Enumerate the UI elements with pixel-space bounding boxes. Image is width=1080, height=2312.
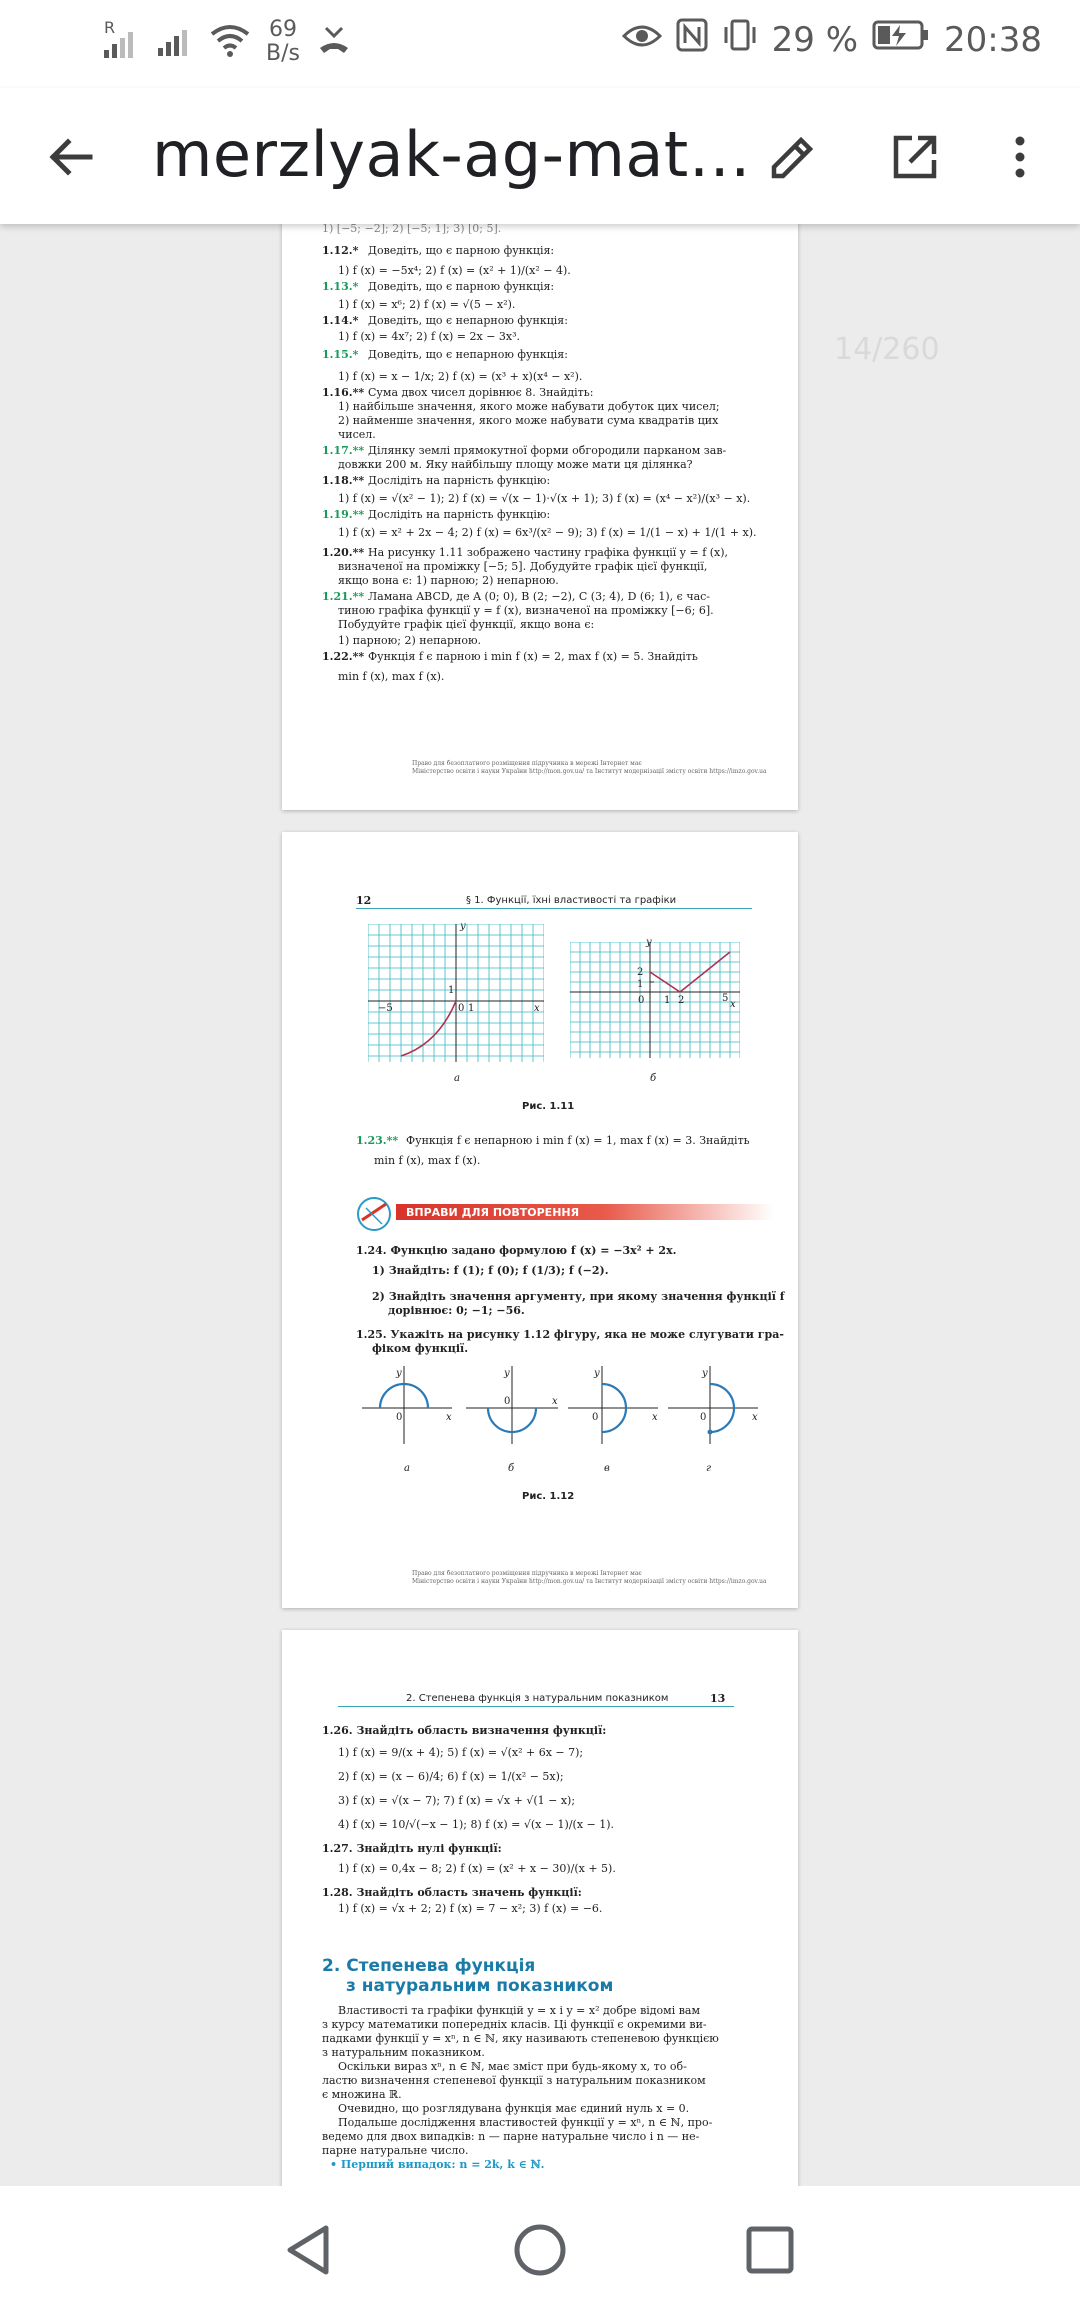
svg-text:x: x	[446, 1412, 452, 1423]
body-line: Очевидно, що розглядувана функція має єдиний нуль x = 0.	[338, 2102, 690, 2115]
page1-exercise-line: Доведіть, що є непарною функція:	[368, 314, 568, 327]
page1-exercise-line: Доведіть, що є непарною функція:	[368, 348, 568, 361]
exercise-1-24-part2: 2) Знайдіть значення аргументу, при якому значення функції f	[372, 1290, 785, 1303]
page1-exercise-line: Побудуйте графік цієї функції, якщо вона є:	[338, 618, 595, 631]
svg-text:y: y	[594, 1368, 600, 1379]
graph-b-caption: б	[650, 1073, 657, 1084]
page1-exercise-number: 1.21.**	[322, 590, 365, 603]
nfc-icon	[676, 18, 708, 61]
page1-exercise-line: min f (x), max f (x).	[338, 670, 445, 683]
graph-a-y-label: y	[460, 921, 466, 932]
cell-signal-icon-2	[154, 20, 194, 64]
page1-exercise-line: Доведіть, що є парною функція:	[368, 280, 555, 293]
vibrate-icon	[722, 18, 758, 61]
clock: 20:38	[944, 19, 1042, 60]
pdf-page-13	[282, 1630, 798, 2186]
more-vert-icon[interactable]	[990, 122, 1050, 192]
graph-b	[570, 942, 740, 1058]
page3-number: 13	[710, 1692, 726, 1705]
section-banner-title: ВПРАВИ ДЛЯ ПОВТОРЕННЯ	[406, 1206, 580, 1219]
graph-a-x-label: x	[534, 1003, 540, 1014]
triangle-back-icon[interactable]	[272, 2214, 344, 2286]
exercise-1-24-part2b: дорівнює: 0; −1; −56.	[388, 1304, 525, 1317]
page1-exercise-number: 1.12.*	[322, 244, 359, 257]
page1-exercise-number: 1.15.*	[322, 348, 359, 361]
pdf-page-11	[282, 224, 798, 810]
page3-exercise-item: 1) f (x) = 9/(x + 4); 5) f (x) = √(x² + 6x − 7);	[338, 1746, 584, 1759]
graph-a-one-x: 1	[468, 1003, 475, 1014]
page3-exercise-heading: 1.28. Знайдіть область значень функції:	[322, 1886, 582, 1899]
svg-text:y: y	[504, 1368, 510, 1379]
section-title-line2: з натуральним показником	[346, 1976, 614, 1996]
page1-exercise-line: Дослідіть на парність функцію:	[368, 508, 551, 521]
circle-home-icon[interactable]	[504, 2214, 576, 2286]
exercise-1-23-text: Функція f є непарною і min f (x) = 1, max f (x) = 3. Знайдіть	[406, 1134, 750, 1147]
battery-charging-icon	[872, 19, 930, 60]
body-line: Властивості та графіки функцій y = x і y = x² добре відомі вам	[338, 2004, 701, 2017]
page1-exercise-line: Ламана ABCD, де A (0; 0), B (2; −2), C (3; 4), D (6; 1), є час-	[368, 590, 711, 603]
status-right	[622, 18, 1042, 61]
page2-footer-2: Міністерство освіти і науки України http://mon.gov.ua/ та Інститут модернізації змісту освіти https://imzo.gov.ua	[412, 1578, 767, 1585]
page1-exercise-line: визначеної на проміжку [−5; 5]. Добудуйте графік цієї функції,	[338, 560, 708, 573]
page1-exercise-line: Сума двох чисел дорівнює 8. Знайдіть:	[368, 386, 594, 399]
page2-header-rule	[356, 908, 752, 909]
page2-footer-1: Право для безоплатного розміщення підручника в мережі Інтернет має	[412, 1570, 642, 1577]
svg-text:0: 0	[592, 1412, 599, 1423]
figure-1-12-label-g: г	[706, 1463, 712, 1474]
page1-exercise-line: Функція f є парною і min f (x) = 2, max f (x) = 5. Знайдіть	[368, 650, 698, 663]
pencil-icon[interactable]	[758, 122, 828, 192]
page1-exercise-line: 1) f (x) = x² + 2x − 4; 2) f (x) = 6x³/(x² − 9); 3) f (x) = 1/(1 − x) + 1/(1 + x).	[338, 526, 757, 539]
page1-cut-line: 1) [−5; −2]; 2) [−5; 1]; 3) [0; 5].	[322, 224, 502, 235]
status-left	[100, 18, 354, 66]
arrow-back-icon[interactable]	[36, 122, 106, 192]
figure-1-12-label-a: а	[404, 1463, 410, 1474]
exercise-1-24-part1: 1) Знайдіть: f (1); f (0); f (1/3); f (−2).	[372, 1264, 609, 1277]
page1-exercise-line: 1) f (x) = x⁶; 2) f (x) = √(5 − x²).	[338, 298, 516, 311]
figure-1-12	[362, 1366, 762, 1446]
page1-exercise-number: 1.16.**	[322, 386, 365, 399]
page1-exercise-line: Доведіть, що є парною функція:	[368, 244, 555, 257]
svg-text:0: 0	[396, 1412, 403, 1423]
page1-exercise-number: 1.14.*	[322, 314, 359, 327]
graph-b-one: 1	[637, 979, 644, 990]
page3-exercise-heading: 1.27. Знайдіть нулі функції:	[322, 1842, 502, 1855]
svg-text:x: x	[752, 1412, 758, 1423]
page1-exercise-line: 1) f (x) = −5x⁴; 2) f (x) = (x² + 1)/(x² − 4).	[338, 264, 571, 277]
open-external-icon[interactable]	[880, 122, 950, 192]
graph-a-minus-five: −5	[378, 1003, 393, 1014]
graph-a	[368, 924, 544, 1062]
svg-text:y: y	[396, 1368, 402, 1379]
page1-exercise-line: Дослідіть на парність функцію:	[368, 474, 551, 487]
page1-exercise-number: 1.22.**	[322, 650, 365, 663]
exercises-logo-icon	[352, 1194, 396, 1234]
graph-b-one-x: 1	[664, 995, 671, 1006]
status-bar	[0, 0, 1080, 88]
graph-b-zero: 0	[638, 995, 645, 1006]
page1-exercise-line: 1) найбільше значення, якого може набувати добуток цих чисел;	[338, 400, 720, 413]
section-title-line1: 2. Степенева функція	[322, 1956, 536, 1976]
page1-exercise-line: тиною графіка функції y = f (x), визначеної на проміжку [−6; 6].	[338, 604, 714, 617]
page1-exercise-number: 1.20.**	[322, 546, 365, 559]
body-line: ластю визначення степеневої функції з натуральним показником	[322, 2074, 706, 2087]
document-title: merzlyak-ag-mat…	[152, 118, 752, 191]
body-line: є множина ℝ.	[322, 2088, 402, 2101]
graph-a-one: 1	[448, 985, 455, 996]
page1-exercise-line: На рисунку 1.11 зображено частину графіка функції y = f (x),	[368, 546, 729, 559]
page1-footer-1: Право для безоплатного розміщення підручника в мережі Інтернет має	[412, 760, 642, 767]
body-line: з натуральним показником.	[322, 2046, 485, 2059]
app-bar	[0, 88, 1080, 224]
battery-percent: 29 %	[771, 19, 859, 60]
svg-text:y: y	[702, 1368, 708, 1379]
body-line: ведемо для двох випадків: n — парне натуральне число і n — не-	[322, 2130, 700, 2143]
page1-exercise-number: 1.13.*	[322, 280, 359, 293]
square-recents-icon[interactable]	[734, 2214, 806, 2286]
exercise-1-25: 1.25. Укажіть на рисунку 1.12 фігуру, яка не може слугувати гра-	[356, 1328, 784, 1341]
page1-footer-2: Міністерство освіти і науки України http://mon.gov.ua/ та Інститут модернізації змісту освіти https://imzo.gov.ua	[412, 768, 767, 775]
exercise-1-23-text2: min f (x), max f (x).	[374, 1154, 481, 1167]
exercise-1-23-number: 1.23.**	[356, 1134, 399, 1147]
page1-exercise-line: якщо вона є: 1) парною; 2) непарною.	[338, 574, 559, 587]
page1-exercise-line: чисел.	[338, 428, 376, 441]
graph-b-x-label: x	[730, 999, 736, 1010]
page3-exercise-item: 1) f (x) = √x + 2; 2) f (x) = 7 − x²; 3) f (x) = −6.	[338, 1902, 603, 1915]
page3-header-rule	[338, 1706, 734, 1707]
exercise-1-25-b: фіком функції.	[372, 1342, 469, 1355]
page1-exercise-line: довжки 200 м. Яку найбільшу площу може мати ця ділянка?	[338, 458, 693, 471]
speed-value: 69	[268, 17, 297, 42]
figure-caption-1-12: Рис. 1.12	[522, 1491, 575, 1502]
page-counter: 14/260	[834, 332, 940, 367]
graph-b-y-label: y	[646, 937, 652, 948]
page1-exercise-number: 1.17.**	[322, 444, 365, 457]
page1-exercise-line: 1) f (x) = x − 1/x; 2) f (x) = (x³ + x)(x⁴ − x²).	[338, 370, 583, 383]
graph-b-two: 2	[637, 967, 644, 978]
svg-text:x: x	[552, 1396, 558, 1407]
graph-b-five: 5	[722, 993, 729, 1004]
page1-exercise-line: Ділянку землі прямокутної форми обгородили парканом зав-	[368, 444, 727, 457]
figure-1-12-label-v: в	[604, 1463, 610, 1474]
page3-exercise-item: 3) f (x) = √(x − 7); 7) f (x) = √x + √(1 − x);	[338, 1794, 576, 1807]
page1-exercise-number: 1.19.**	[322, 508, 365, 521]
page3-exercise-item: 4) f (x) = 10/√(−x − 1); 8) f (x) = √(x − 1)/(x − 1).	[338, 1818, 615, 1831]
page1-exercise-number: 1.18.**	[322, 474, 365, 487]
network-label: R	[104, 18, 116, 37]
case-heading: • Перший випадок: n = 2k, k ∈ ℕ.	[330, 2158, 545, 2171]
page2-number: 12	[356, 894, 372, 907]
svg-text:0: 0	[504, 1396, 511, 1407]
figure-1-12-label-b: б	[508, 1463, 515, 1474]
body-line: падками функції y = xⁿ, n ∈ ℕ, яку називають степеневою функцією	[322, 2032, 719, 2045]
missed-call-icon	[314, 20, 354, 64]
graph-b-two-x: 2	[678, 995, 685, 1006]
cell-signal-icon-1	[100, 18, 140, 62]
svg-text:0: 0	[700, 1412, 707, 1423]
page2-header: § 1. Функції, їхні властивості та графіки	[466, 895, 677, 906]
graph-a-zero: 0	[458, 1003, 465, 1014]
eye-icon	[622, 20, 662, 60]
body-line: Оскільки вираз xⁿ, n ∈ ℕ, має зміст при будь-якому x, то об-	[338, 2060, 687, 2073]
speed-unit: B/s	[266, 41, 300, 66]
page3-header: 2. Степенева функція з натуральним показником	[406, 1693, 669, 1704]
network-speed	[266, 18, 300, 66]
page3-exercise-item: 2) f (x) = (x − 6)/4; 6) f (x) = 1/(x² − 5x);	[338, 1770, 564, 1783]
page3-exercise-item: 1) f (x) = 0,4x − 8; 2) f (x) = (x² + x − 30)/(x + 5).	[338, 1862, 616, 1875]
pdf-page-12	[282, 832, 798, 1608]
body-line: з курсу математики попередніх класів. Ці функції є окремими ви-	[322, 2018, 707, 2031]
figure-caption-1-11: Рис. 1.11	[522, 1101, 575, 1112]
svg-text:x: x	[652, 1412, 658, 1423]
page1-exercise-line: 1) f (x) = 4x⁷; 2) f (x) = 2x − 3x³.	[338, 330, 521, 343]
graph-a-caption: а	[454, 1073, 460, 1084]
page3-exercise-heading: 1.26. Знайдіть область визначення функції:	[322, 1724, 607, 1737]
exercise-1-24: 1.24. Функцію задано формулою f (x) = −3x² + 2x.	[356, 1244, 677, 1257]
body-line: парне натуральне число.	[322, 2144, 469, 2157]
wifi-icon	[208, 20, 252, 64]
navigation-bar	[0, 2186, 1080, 2312]
document-viewer[interactable]	[0, 224, 1080, 2186]
page1-exercise-line: 1) f (x) = √(x² − 1); 2) f (x) = √(x − 1)·√(x + 1); 3) f (x) = (x⁴ − x²)/(x³ − x).	[338, 492, 751, 505]
body-line: Подальше дослідження властивостей функції y = xⁿ, n ∈ ℕ, про-	[338, 2116, 713, 2129]
page1-exercise-line: 2) найменше значення, якого може набувати сума квадратів цих	[338, 414, 719, 427]
page1-exercise-line: 1) парною; 2) непарною.	[338, 634, 482, 647]
